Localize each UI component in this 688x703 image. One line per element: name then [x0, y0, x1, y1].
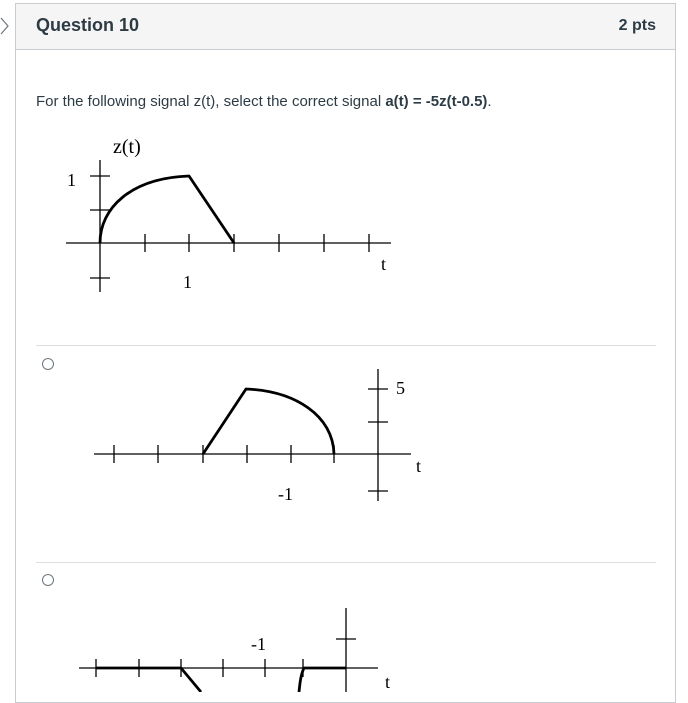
option-1-radio[interactable] — [42, 358, 54, 370]
y-tick-label: 5 — [396, 378, 405, 398]
question-points: 2 pts — [618, 17, 656, 34]
separator — [36, 345, 656, 346]
question-text-prefix: For the following signal z(t), select the correct signal — [36, 93, 386, 110]
signal-curve — [100, 176, 234, 243]
x-tick-label: -1 — [251, 634, 266, 654]
question-text — [36, 93, 492, 110]
y-tick-label: 1 — [67, 170, 76, 190]
question-text-suffix: . — [487, 93, 492, 110]
option-2-figure — [76, 602, 416, 692]
question-header — [16, 4, 675, 50]
option-2-radio[interactable] — [42, 574, 54, 586]
func-label: z(t) — [113, 136, 141, 158]
question-title: Question 10 — [36, 15, 140, 35]
option-1-figure — [86, 364, 426, 509]
x-tick-label: -1 — [278, 484, 293, 504]
signal-curve-left — [96, 668, 201, 692]
axis-label: t — [381, 254, 387, 274]
axis-label: t — [385, 672, 391, 692]
question-card — [15, 3, 676, 703]
signal-z-figure — [56, 130, 396, 300]
signal-curve — [203, 389, 334, 454]
x-tick-label: 1 — [183, 272, 192, 292]
signal-curve-right — [299, 668, 346, 692]
chevron-right-icon — [0, 17, 10, 35]
axis-label: t — [416, 456, 422, 476]
separator — [36, 562, 656, 563]
question-text-formula: a(t) = -5z(t-0.5) — [385, 93, 488, 110]
